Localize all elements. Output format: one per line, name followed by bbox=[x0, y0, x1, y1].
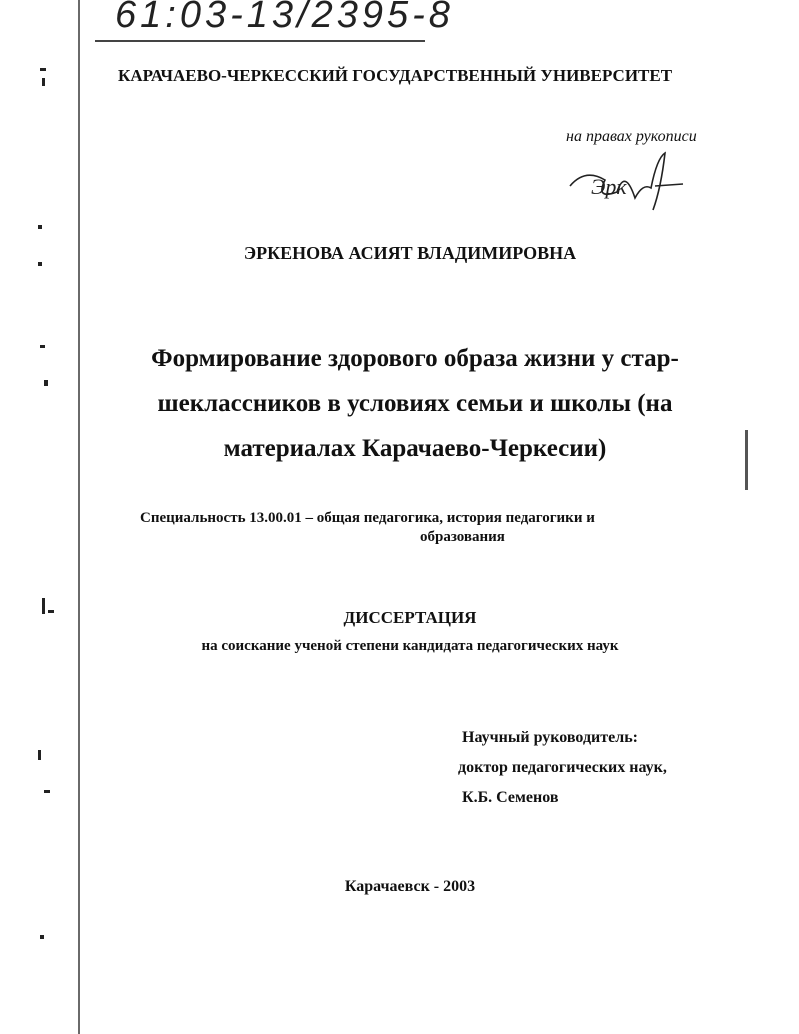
title-line: шеклассников в условиях семьи и школы (на bbox=[157, 390, 673, 417]
author-name: ЭРКЕНОВА АСИЯТ ВЛАДИМИРОВНА bbox=[243, 243, 577, 263]
manuscript-note: на правах рукописи bbox=[566, 128, 697, 145]
university-name: КАРАЧАЕВО-ЧЕРКЕССКИЙ ГОСУДАРСТВЕННЫЙ УНИВЕРСИТЕТ bbox=[118, 66, 673, 85]
supervisor-name: К.Б. Семенов bbox=[462, 789, 559, 806]
signature-lettering: Эрк bbox=[591, 174, 627, 199]
archive-number: 61:03-13/2395-8 bbox=[115, 0, 454, 36]
title-line: материалах Карачаево-Черкесии) bbox=[223, 435, 607, 462]
title-line: Формирование здорового образа жизни у стар- bbox=[151, 345, 679, 372]
supervisor-label: Научный руководитель: bbox=[462, 729, 638, 746]
supervisor-degree: доктор педагогических наук, bbox=[458, 759, 667, 776]
specialty-line: образования bbox=[420, 529, 505, 545]
signature bbox=[565, 148, 690, 223]
archive-underline bbox=[95, 40, 425, 42]
degree-line: на соискание ученой степени кандидата педагогических наук bbox=[201, 638, 619, 654]
specialty bbox=[140, 509, 700, 547]
specialty-line: Специальность 13.00.01 – общая педагогика, история педагогики и bbox=[140, 510, 595, 526]
document-type: ДИССЕРТАЦИЯ bbox=[343, 608, 477, 627]
dissertation-title bbox=[100, 336, 730, 471]
place-year: Карачаевск - 2003 bbox=[344, 878, 476, 895]
